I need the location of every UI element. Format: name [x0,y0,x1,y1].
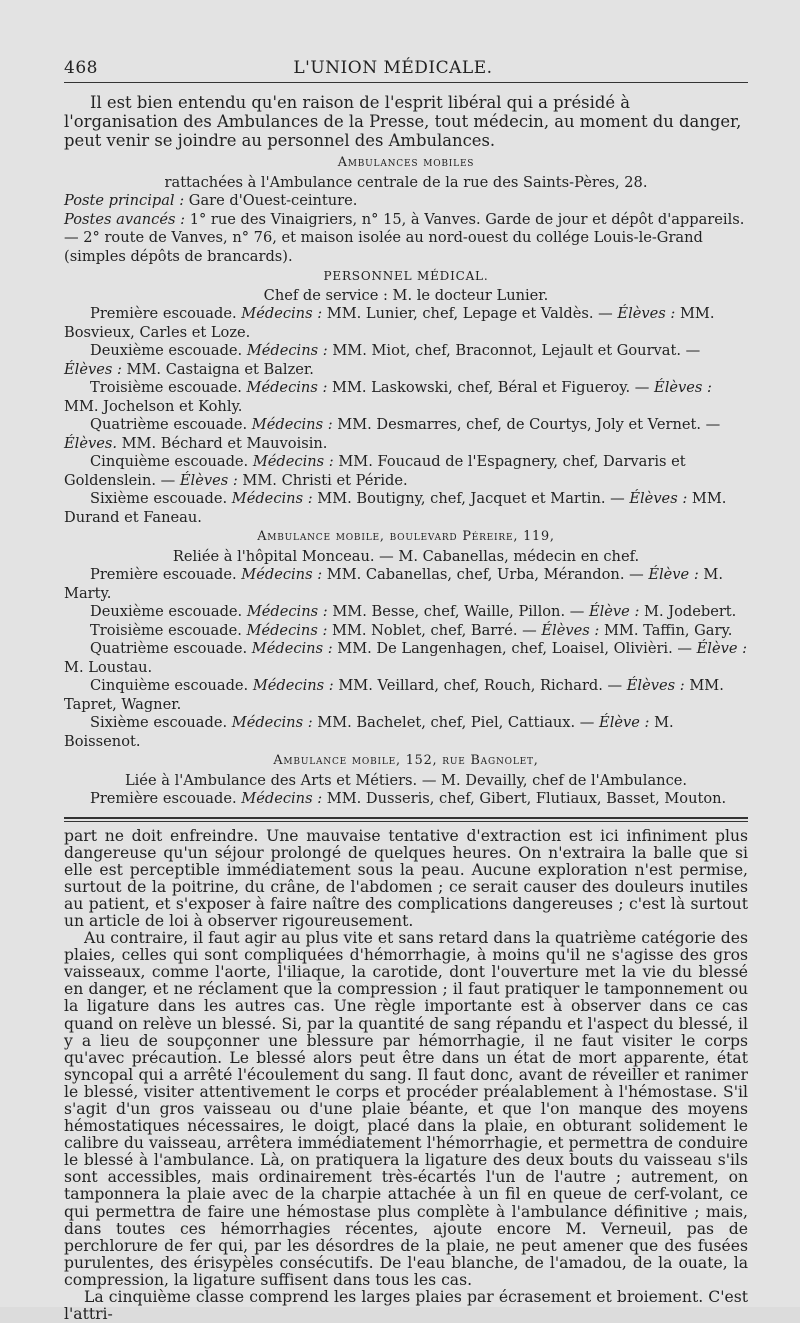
poste-principal-text: Gare d'Ouest-ceinture. [189,192,358,209]
escouade-entry: Cinquième escouade. Médecins : MM. Foucaud de l'Espagnery, chef, Darvaris et Goldenslein. — Élèves : MM. Christi et Péride. [64,453,748,490]
escouade-entry: Troisième escouade. Médecins : MM. Laskowski, chef, Béral et Figueroy. — Élèves : MM. Jochelson et Kohly. [64,379,748,416]
body-paragraph-3: La cinquième classe comprend les larges plaies par écrasement et broiement. C'est l'attri- [64,1289,748,1323]
escouades-list-1 [64,305,748,527]
escouades-list-3 [64,790,748,809]
escouade-entry: Première escouade. Médecins : MM. Cabanellas, chef, Urba, Mérandon. — Élève : M. Marty. [64,566,748,603]
ambulances-section [64,93,748,809]
pereire-subheading: Reliée à l'hôpital Monceau. — M. Cabanellas, médecin en chef. [64,548,748,567]
postes-avances-label: Postes avancés : [64,211,185,228]
escouade-entry: Cinquième escouade. Médecins : MM. Veillard, chef, Rouch, Richard. — Élèves : MM. Tapret, Wagner. [64,677,748,714]
bagnolet-heading: Ambulance mobile, 152, rue Bagnolet, [64,752,748,771]
section-divider [64,817,748,822]
escouade-entry: Deuxième escouade. Médecins : MM. Besse, chef, Waille, Pillon. — Élève : M. Jodebert. [64,603,748,622]
journal-title: L'UNION MÉDICALE. [98,58,688,78]
escouade-entry: Première escouade. Médecins : MM. Dusseris, chef, Gibert, Flutiaux, Basset, Mouton. [64,790,748,809]
article-body [64,828,748,1323]
escouade-entry: Première escouade. Médecins : MM. Lunier, chef, Lepage et Valdès. — Élèves : MM. Bosvieux, Carles et Loze. [64,305,748,342]
poste-principal [64,192,748,211]
escouade-entry: Quatrième escouade. Médecins : MM. Desmarres, chef, de Courtys, Joly et Vernet. — Élèves. MM. Béchard et Mauvoisin. [64,416,748,453]
escouades-list-2 [64,566,748,751]
postes-avances [64,211,748,267]
body-paragraph-1: part ne doit enfreindre. Une mauvaise tentative d'extraction est ici infiniment plus dangereuse qu'un séjour prolongé de quelques heures. On n'extraira la balle que si elle est perceptible immédiatement sous la peau. Aucune exploration n'est permise, surtout de la poitrine, du crâne, de l'abdomen ; ce serait causer des douleurs inutiles au patient, et s'exposer à faire naître des complications dangereuses ; c'est là surtout un article de loi à observer rigoureusement. [64,828,748,931]
postes-avances-text: 1° rue des Vinaigriers, n° 15, à Vanves. Garde de jour et dépôt d'appareils. — 2° route de Vanves, n° 76, et maison isolée au nord-ouest du collége Louis-le-Grand (simples dépôts de brancards). [64,211,744,265]
body-paragraph-2: Au contraire, il faut agir au plus vite et sans retard dans la quatrième catégorie des plaies, celles qui sont compliquées d'hémorrhagie, à moins qu'il ne s'agisse des gros vaisseaux, comme l'aorte, l'iliaque, la carotide, dont l'ouverture met la vie du blessé en danger, et ne réclament que la compression ; il faut pratiquer le tamponnement ou la ligature dans les autres cas. Une règle importante est à observer dans ce cas quand on relève un blessé. Si, par la quantité de sang répandu et l'aspect du blessé, il y a lieu de soupçonner une blessure par hémorrhagie, il ne faut visiter le corps qu'avec précaution. Le blessé alors peut être dans un état de mort apparente, état syncopal qui a arrêté l'écoulement du sang. Il faut donc, avant de réveiller et ranimer le blessé, visiter attentivement le corps et procéder préalablement à l'hémostase. S'il s'agit d'un gros vaisseau ou d'une plaie béante, et que l'on manque des moyens hémostatiques nécessaires, le doigt, placé dans la plaie, en obturant solidement le calibre du vaisseau, arrêtera immédiatement l'hémorrhagie, et permettra de conduire le blessé à l'ambulance. Là, on pratiquera la ligature des deux bouts du vaisseau s'ils sont accessibles, mais ordinairement très-écartés l'un de l'autre ; autrement, on tamponnera la plaie avec de la charpie attachée à un fil en queue de cerf-volant, ce qui permettra de faire une hémostase plus complète à l'ambulance définitive ; mais, dans toutes ces hémorrhagies récentes, ajoute encore M. Verneuil, pas de perchlorure de fer qui, par les désordres de la plaie, ne peut amener que des fusées purulentes, des érisypèles consécutifs. De l'eau blanche, de l'amadou, de la ouate, la compression, la ligature suffisent dans tous les cas. [64,930,748,1289]
intro-paragraph: Il est bien entendu qu'en raison de l'esprit libéral qui a présidé à l'organisation des Ambulances de la Presse, tout médecin, au moment du danger, peut venir se joindre au personnel des Ambulances. [64,93,748,150]
escouade-entry: Deuxième escouade. Médecins : MM. Miot, chef, Braconnot, Lejault et Gourvat. — Élèves : MM. Castaigna et Balzer. [64,342,748,379]
poste-principal-label: Poste principal : [64,192,184,209]
page-header [64,58,748,83]
chef-de-service: Chef de service : M. le docteur Lunier. [64,287,748,306]
mobiles-heading: Ambulances mobiles [64,154,748,173]
bagnolet-subheading: Liée à l'Ambulance des Arts et Métiers. — M. Devailly, chef de l'Ambulance. [64,772,748,791]
page-number: 468 [64,58,98,78]
escouade-entry: Sixième escouade. Médecins : MM. Bachelet, chef, Piel, Cattiaux. — Élève : M. Boissenot. [64,714,748,751]
escouade-entry: Troisième escouade. Médecins : MM. Noblet, chef, Barré. — Élèves : MM. Taffin, Gary. [64,622,748,641]
personnel-heading: PERSONNEL MÉDICAL. [64,267,748,286]
mobiles-subheading: rattachées à l'Ambulance centrale de la rue des Saints-Pères, 28. [64,174,748,193]
pereire-heading: Ambulance mobile, boulevard Péreire, 119, [64,528,748,547]
escouade-entry: Quatrième escouade. Médecins : MM. De Langenhagen, chef, Loaisel, Olivièri. — Élève : M. Loustau. [64,640,748,677]
escouade-entry: Sixième escouade. Médecins : MM. Boutigny, chef, Jacquet et Martin. — Élèves : MM. Durand et Faneau. [64,490,748,527]
